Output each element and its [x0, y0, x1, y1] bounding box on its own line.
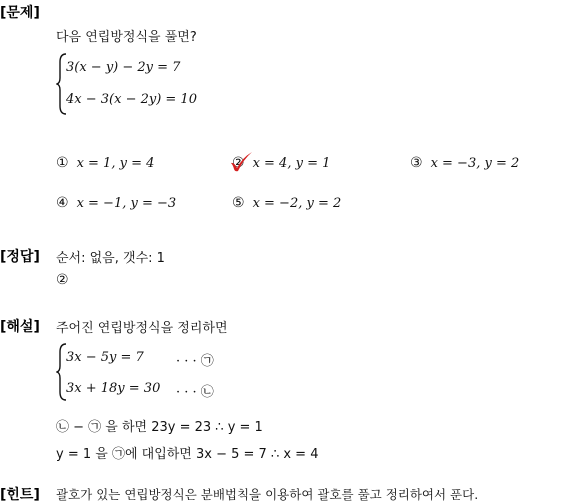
choice-5-text: x = −2, y = 2 [252, 196, 342, 211]
answer-value: ② [56, 272, 69, 288]
choice-3[interactable] [410, 155, 519, 171]
choice-2-number: ② [232, 155, 245, 171]
problem-equation-2: 4x − 3(x − 2y) = 10 [66, 92, 197, 107]
choice-4-text: x = −1, y = −3 [76, 196, 177, 211]
problem-label: [문제] [0, 5, 40, 21]
explanation-step-2: y = 1 을 ㉠에 대입하면 3x − 5 = 7 ∴ x = 4 [56, 447, 319, 462]
answer-label: [정답] [0, 249, 40, 265]
explanation-intro: 주어진 연립방정식을 정리하면 [56, 321, 228, 336]
problem-question: 다음 연립방정식을 풀면? [56, 30, 197, 45]
explanation-step-1: ㉡ − ㉠ 을 하면 23y = 23 ∴ y = 1 [56, 420, 263, 435]
choice-5[interactable] [232, 195, 341, 211]
choice-2-text: x = 4, y = 1 [252, 156, 331, 171]
explanation-equation-1-tag: · · · ㉠ [176, 354, 214, 369]
problem-equation-1: 3(x − y) − 2y = 7 [66, 60, 181, 75]
choice-1-number: ① [56, 155, 69, 171]
answer-meta: 순서: 없음, 갯수: 1 [56, 251, 165, 266]
explanation-label: [해설] [0, 319, 40, 335]
explanation-equation-2-tag: · · · ㉡ [176, 385, 214, 400]
choice-1-text: x = 1, y = 4 [76, 156, 155, 171]
choice-4-number: ④ [56, 195, 69, 211]
choice-3-number: ③ [410, 155, 423, 171]
choice-1[interactable] [56, 155, 154, 171]
hint-text: 괄호가 있는 연립방정식은 분배법칙을 이용하여 괄호를 풀고 정리하여서 푼다. [56, 487, 479, 502]
explanation-equation-2: 3x + 18y = 30 [66, 381, 161, 396]
choice-3-text: x = −3, y = 2 [430, 156, 520, 171]
explanation-equation-1: 3x − 5y = 7 [66, 350, 144, 365]
hint-label: [힌트] [0, 487, 40, 503]
choice-4[interactable] [56, 195, 176, 211]
check-mark-icon [228, 150, 254, 174]
choice-5-number: ⑤ [232, 195, 245, 211]
